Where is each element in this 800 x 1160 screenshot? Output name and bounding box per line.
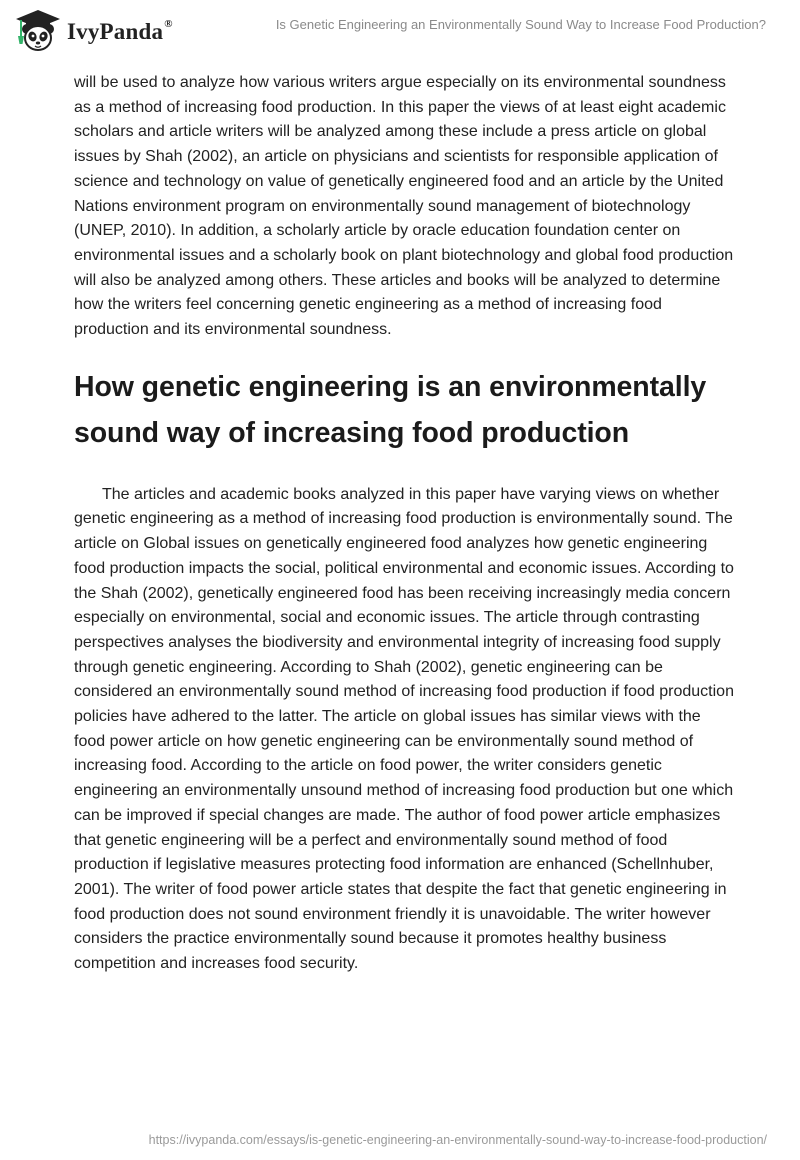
registered-mark: ® [164, 18, 173, 31]
source-url[interactable]: https://ivypanda.com/essays/is-genetic-engineering-an-environmentally-sound-way-to-increase-food-production/ [148, 1133, 767, 1147]
intro-paragraph: will be used to analyze how various writers argue especially on its environmental soundness as a method of increasing food production. In this paper the views of at least eight academic scholars and article writers will be analyzed among these include a press article on global issues by Shah (2002), an article on physicians and scientists for responsible application of science and technology on value of genetically engineered food and an article by the United Nations environment program on environmentally sound management of biotechnology (UNEP, 2010). In addition, a scholarly article by oracle education foundation center on environmental issues and a scholarly book on plant biotechnology and global food production will also be analyzed among others. These articles and books will be analyzed to determine how the writers feel concerning genetic engineering as a method of increasing food production and its environmental soundness. [74, 74, 734, 339]
panda-graduate-icon [14, 9, 62, 53]
page-header [0, 0, 800, 64]
section-heading: How genetic engineering is an environmentally sound way of increasing food production [74, 370, 707, 449]
section-paragraph: The articles and academic books analyzed in this paper have varying views on whether genetic engineering as a method of increasing food production is environmentally sound. The article on Global issues on genetically engineered food analyzes how genetic engineering food production impacts the social, political environmental and economic issues. According to the Shah (2002), genetically engineered food has been receiving increasingly media concern especially on environmental, social and economic issues. The article through contrasting perspectives analyses the biodiversity and environmental integrity of increasing food supply through genetic engineering. According to Shah (2002), genetic engineering can be considered an environmentally sound method of increasing food production if food production policies have adhered to the latter. The article on global issues has similar views with the food power article on how genetic engineering can be environmentally sound method of increasing food. According to the article on food power, the writer considers genetic engineering an environmentally unsound method of increasing food production but one which can be improved if special changes are made. The author of food power article emphasizes that genetic engineering will be a perfect and environmentally sound method of food production if legislative measures protecting food information are enhanced (Schellnhuber, 2001). The writer of food power article states that despite the fact that genetic engineering in food production does not sound environment friendly it is unavoidable. The writer however considers the practice environmentally sound because it promotes healthy business competition and increases food security. [74, 485, 734, 973]
article-body [74, 71, 734, 977]
logo-wordmark: IvyPanda® [67, 18, 173, 44]
ivypanda-logo[interactable] [14, 9, 173, 53]
document-title: Is Genetic Engineering an Environmentally Sound Way to Increase Food Production? [275, 17, 766, 32]
